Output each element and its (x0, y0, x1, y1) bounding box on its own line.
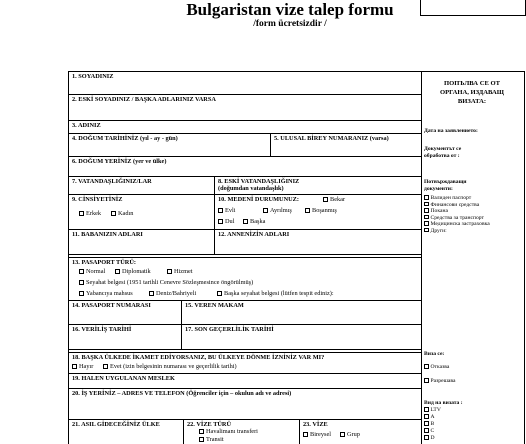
field-label: 15. VEREN MAKAM (185, 302, 244, 309)
field-label: 19. HALEN UYGULANAN MESLEK (72, 375, 175, 382)
checkbox[interactable] (303, 432, 308, 437)
field-issuing-authority[interactable] (181, 301, 421, 324)
checkbox[interactable] (424, 195, 429, 200)
option-label: Отказва (430, 364, 450, 370)
passport-option-normal[interactable] (79, 268, 105, 276)
checkbox[interactable] (79, 211, 84, 216)
option-label: Kadın (118, 210, 134, 217)
field-label: 17. SON GEÇERLİLİK TARİHİ (185, 326, 274, 333)
option-label: Средства за транспорт (430, 214, 484, 221)
checkbox[interactable] (305, 208, 310, 213)
checkbox[interactable] (79, 291, 84, 296)
visa-type-a[interactable] (424, 414, 435, 421)
option-label: Başka (250, 218, 266, 225)
option-label: Evli (225, 207, 236, 214)
sex-option-female[interactable] (111, 210, 133, 218)
checkbox[interactable] (217, 291, 222, 296)
field-label: 14. PASAPORT NUMARASI (72, 302, 151, 309)
option-label: A (430, 414, 435, 420)
option-label: Валиден паспорт (430, 195, 472, 201)
option-label: Финансови средства (430, 201, 480, 208)
checkbox[interactable] (115, 269, 120, 274)
marital-option-married[interactable] (218, 207, 236, 215)
checkbox[interactable] (167, 269, 172, 274)
visa-decision-label: Виза се: (424, 351, 445, 357)
option-label: Ayrılmış (270, 207, 292, 214)
field-label: 22. VİZE TÜRÜ (187, 421, 232, 428)
checkbox[interactable] (218, 219, 223, 224)
passport-option-alien[interactable] (79, 290, 133, 298)
checkbox[interactable] (149, 291, 154, 296)
form-title: Bulgaristan vize talep formu (186, 0, 394, 19)
field-label: 13. PASAPORT TÜRÜ: (72, 259, 136, 266)
field-first-name[interactable] (69, 121, 421, 134)
marital-option-separated[interactable] (263, 207, 292, 215)
checkbox[interactable] (424, 215, 429, 220)
field-label: 6. DOĞUM YERİNİZ (yer ve ülke) (72, 158, 167, 165)
official-use-heading (420, 79, 524, 106)
option-label: C (430, 428, 435, 434)
field-destination-country[interactable] (69, 420, 183, 444)
passport-option-service[interactable] (167, 268, 193, 276)
visa-type-option-airport[interactable] (199, 428, 258, 436)
decision-option-refused[interactable] (424, 364, 449, 371)
option-label: Bireysel (310, 431, 331, 438)
supporting-docs-label-1: Потвърждаващи (424, 179, 467, 185)
processed-by-label-2: обработва от : (424, 153, 460, 159)
option-label: Bekar (330, 196, 346, 203)
visa-option-individual[interactable] (303, 431, 331, 439)
application-form (68, 71, 422, 444)
option-label: Покана (430, 208, 448, 214)
decision-option-granted[interactable] (424, 378, 455, 385)
marital-option-widowed[interactable] (218, 218, 234, 226)
processed-by-label-1: Документът се (424, 146, 462, 152)
field-label: 3. ADINIZ (72, 122, 101, 129)
passport-option-other[interactable] (217, 290, 334, 298)
field-mother-name[interactable] (214, 230, 421, 254)
option-label: Normal (86, 268, 106, 275)
field-label: 4. DOĞUM TARİHİNİZ (yıl - ay - gün) (72, 135, 178, 142)
option-label: Seyahat belgesi (1951 tarihli Cenevre Sözleşmesince öngörülmüş) (86, 279, 254, 286)
passport-option-travel-doc[interactable] (79, 279, 253, 287)
row-passport-dates (69, 325, 421, 350)
option-label: Boşanmış (312, 207, 337, 214)
sex-option-male[interactable] (79, 210, 101, 218)
checkbox[interactable] (218, 208, 223, 213)
field-father-name[interactable] (69, 230, 214, 254)
marital-option-single[interactable] (323, 196, 345, 204)
field-label: 5. ULUSAL BİREY NUMARANIZ (varsa) (274, 135, 389, 142)
checkbox[interactable] (424, 414, 429, 419)
row-sex-marital (69, 195, 421, 230)
field-passport-type (69, 258, 421, 301)
option-label: Deniz/Bahriyeli (156, 290, 197, 297)
form-subtitle: /form ücretsizdir / (253, 19, 327, 29)
field-label: 7. VATANDAŞLIĞINIZ/LAR (72, 178, 152, 185)
field-expiry-date[interactable] (181, 325, 421, 349)
field-label: 20. İŞ YERİNİZ – ADRES VE TELEFON (Öğrenciler için – okulun adı ve adresi) (72, 390, 292, 397)
field-marital-status (214, 195, 421, 229)
visa-type-ltv[interactable] (424, 407, 441, 414)
checkbox[interactable] (263, 208, 268, 213)
field-employer-address[interactable] (69, 389, 421, 420)
field-label: 21. ASIL GİDECEĞİNİZ ÜLKE (72, 421, 160, 428)
field-visa-type (183, 420, 299, 444)
permit-option-yes[interactable] (103, 363, 237, 371)
field-label: 11. BABANIZIN ADLARI (72, 231, 143, 238)
visa-type-option-transit[interactable] (199, 436, 224, 444)
field-former-surname[interactable] (69, 95, 421, 121)
marital-option-divorced[interactable] (305, 207, 337, 215)
field-birth-place[interactable] (69, 157, 421, 177)
row-nationality (69, 177, 421, 195)
checkbox[interactable] (79, 280, 84, 285)
row-parents (69, 230, 421, 255)
field-former-nationality[interactable] (214, 177, 421, 194)
option-label: Evet (izin belgesinin numarası ve geçerlilik tarihi) (110, 363, 237, 370)
field-label: 1. SOYADINIZ (72, 73, 114, 80)
checkbox[interactable] (424, 435, 429, 440)
option-label: Diplomatik (122, 268, 151, 275)
passport-option-diplomatic[interactable] (115, 268, 151, 276)
option-label: Други: (430, 227, 447, 234)
option-label: Yabancıya mahsus (86, 290, 133, 297)
option-label: Dul (225, 218, 235, 225)
checkbox[interactable] (424, 228, 429, 233)
visa-type-b[interactable] (424, 421, 434, 428)
field-surname[interactable] (69, 72, 421, 95)
visa-type-label: Вид на визата : (424, 400, 463, 406)
checkbox[interactable] (424, 208, 429, 213)
option-label: Havalimanı transferi (206, 428, 258, 435)
visa-type-c[interactable] (424, 428, 434, 435)
field-label: 10. MEDENİ DURUMUNUZ: (218, 196, 299, 203)
field-sublabel: (doğumdan vatandaşlık) (218, 185, 284, 192)
checkbox[interactable] (323, 197, 328, 202)
checkbox[interactable] (79, 269, 84, 274)
field-sex (69, 195, 214, 229)
checkbox[interactable] (424, 221, 429, 226)
row-passport-number (69, 301, 421, 325)
option-label: Grup (347, 431, 360, 438)
field-passport-number[interactable] (69, 301, 181, 324)
field-birth-date[interactable] (69, 134, 270, 156)
field-label: 18. BAŞKA ÜLKEDE İKAMET EDİYORSANIZ, BU ÜLKEYE DÖNME İZNİNİZ VAR MI? (72, 354, 325, 361)
field-visa-kind (299, 420, 421, 444)
checkbox[interactable] (72, 364, 77, 369)
option-label: Разрешава (430, 378, 456, 384)
option-label: Başka seyahat belgesi (lütfen tespit ediniz): (224, 290, 334, 297)
checkbox[interactable] (243, 219, 248, 224)
checkbox[interactable] (424, 364, 429, 369)
option-label: B (430, 421, 435, 427)
checkbox[interactable] (103, 364, 108, 369)
heading-line: ВИЗАТА: (457, 98, 487, 105)
visa-option-group[interactable] (340, 431, 360, 439)
permit-option-no[interactable] (72, 363, 93, 371)
checkbox[interactable] (424, 421, 429, 426)
heading-line: ПОПЪЛВА СЕ ОТ (443, 80, 501, 87)
field-label: 9. CİNSİYETİNİZ (72, 196, 123, 203)
field-label: 12. ANNENİZİN ADLARI (218, 231, 290, 238)
checkbox[interactable] (424, 407, 429, 412)
option-label: LTV (430, 407, 441, 413)
checkbox[interactable] (111, 211, 116, 216)
option-label: Hizmet (174, 268, 193, 275)
option-label: Hayır (79, 363, 94, 370)
row-birth-date-id (69, 134, 421, 157)
field-issue-date[interactable] (69, 325, 181, 349)
application-date-label: Дата на заявлението: (424, 128, 478, 134)
supporting-docs-label-2: документи: (424, 186, 453, 192)
field-residence-permit (69, 353, 421, 374)
checkbox[interactable] (424, 378, 429, 383)
field-label: 16. VERİLİŞ TARİHİ (72, 326, 132, 333)
row-visa-details (69, 420, 421, 444)
option-label: Медицинска застраховка (430, 221, 490, 227)
doc-option-other[interactable] (424, 228, 447, 235)
option-label: Transit (206, 436, 224, 443)
passport-option-seaman[interactable] (149, 290, 196, 298)
field-occupation[interactable] (69, 374, 421, 389)
option-label: D (430, 435, 435, 441)
marital-option-other[interactable] (243, 218, 265, 226)
field-nationality[interactable] (69, 177, 214, 194)
field-national-id[interactable] (270, 134, 421, 156)
checkbox[interactable] (424, 428, 429, 433)
official-use-panel (420, 71, 525, 444)
photo-box (420, 0, 526, 16)
option-label: Erkek (86, 210, 102, 217)
checkbox[interactable] (340, 432, 345, 437)
field-label: 23. VİZE (303, 421, 328, 428)
field-label: 8. ESKİ VATANDAŞLIĞINIZ (218, 178, 300, 185)
heading-line: ОРГАНА, ИЗДАВАЩ (439, 89, 505, 96)
checkbox[interactable] (199, 429, 204, 434)
field-label: 2. ESKİ SOYADINIZ / BAŞKA ADLARINIZ VARSA (72, 96, 216, 103)
checkbox[interactable] (424, 202, 429, 207)
